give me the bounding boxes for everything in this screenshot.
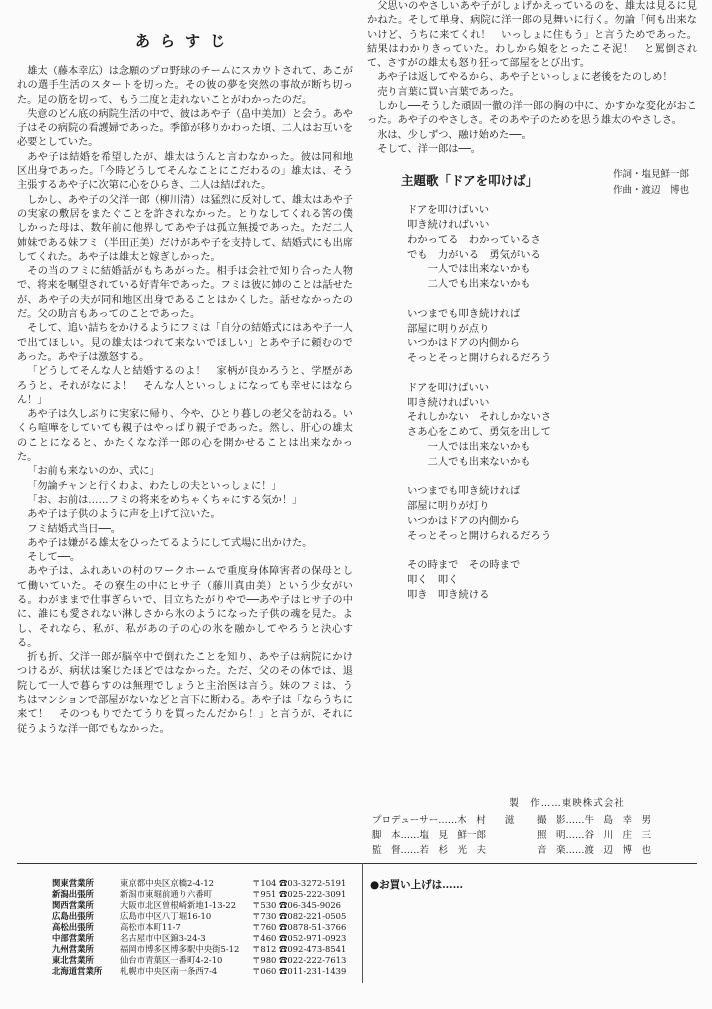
synopsis-paragraph: そして、洋一郎は──。: [377, 143, 481, 155]
lyric-line: 一人では出来ないかも: [407, 441, 531, 454]
office-name: 東北営業所: [52, 955, 94, 965]
synopsis-column-right: [367, 0, 697, 603]
synopsis-paragraph: フミ結婚式当日──。: [27, 523, 121, 535]
synopsis-title: あらすじ: [134, 32, 235, 50]
staff-cell: プロデューサー……木 村 滋: [372, 815, 515, 826]
staff-cell: 撮 影……牛 島 幸 男: [537, 815, 652, 826]
synopsis-paragraph: 「どうしてそんな人と結婚するのよ！ 家柄が良かろうと、学歴があろうと、それがなによ！ そんな人といっしょになっても幸せにはならん！」: [17, 366, 353, 406]
synopsis-paragraph: 売り言葉に買い言葉であった。: [377, 86, 520, 98]
lyric-line: 叩き続ければいい: [407, 219, 490, 232]
lyric-line: 叩き続ければいい: [407, 396, 490, 409]
office-name: 広島出張所: [52, 911, 94, 921]
office-phone: 〒951 ☎025-222-3091: [252, 889, 347, 899]
synopsis-paragraph: 失意のどん底の病院生活の中で、彼はあや子（畠中美加）と会う。あや子はその病院の看護婦であった。季節が移りかわった頃、二人はお互いを必要としていた。: [17, 108, 353, 149]
lyric-line: そっとそっと開けられるだろう: [407, 352, 552, 365]
office-phone: 〒730 ☎082-221-0505: [252, 911, 347, 921]
synopsis-paragraph: しかし、あや子の父洋一郎（柳川清）は猛烈に反対して、雄太はあや子の実家の敷居をまたぐことを許されなかった。とりなしてくれる筈の僕しかった母は、数年前に他界してあや子は孤立無援であった。ただ二人姉妹である妹フミ（半田正美）だけがあや子を支持して、結婚式にも出席してくれた。あや子は雄太と嫁ぎしかった。: [17, 194, 353, 263]
sales-office-list: [52, 878, 362, 977]
lyric-line: 部屋に明りが灯り: [407, 500, 490, 513]
lyric-line: さあ心をこめて、勇気を出して: [407, 426, 551, 439]
office-row: [52, 900, 362, 911]
staff-cell: 監 督……若 杉 光 夫: [372, 845, 487, 856]
office-phone: 〒530 ☎06-345-9026: [252, 900, 342, 910]
purchase-label: ●お買い上げは……: [370, 879, 464, 891]
synopsis-paragraph: 折も折、父洋一郎が脳卒中で倒れたことを知り、あや子は病院にかけつけるが、病状は案じたほどではなかった。ただ、父のその体では、退院して一人で暮らすのは無理でしょうと主治医は言う。妹のフミは、うちはマンションで部屋がないなどと言下に断わる。あや子は「ならうちに来て！ そのつもりでたてうりを買ったんだから！」と言うが、それに従うような洋一郎でもなかった。: [17, 652, 353, 735]
song-lyrics: [407, 203, 697, 603]
synopsis-paragraph: しかし──そうした頑固一徹の洋一郎の胸の中に、かすかな変化がおこった。あや子のやさしさ。そのあや子のためを思う雄太のやさしさ。: [367, 101, 697, 127]
synopsis-paragraph: 「お、お前は……フミの将来をめちゃくちゃにする気か！」: [27, 494, 303, 506]
lyric-line: 叩き 叩き続ける: [407, 588, 490, 601]
song-header: [367, 165, 697, 199]
staff-cell: 脚 本……塩 見 鮮一郎: [372, 830, 487, 841]
office-phone: 〒980 ☎022-222-7613: [252, 955, 347, 965]
staff-row: [372, 828, 702, 843]
office-row: [52, 966, 362, 977]
office-name: 関西営業所: [52, 900, 94, 910]
lyric-line: でも 力がいる 勇気がいる: [407, 248, 541, 261]
synopsis-paragraph: あや子は、ふれあいの村のワークホームで重度身体障害者の保母として働いていた。その寮生の中にヒサ子（藤川真由美）という少女がいる。わがままで仕事ぎらいで、目立ちたがりやで──あや子はヒサ子の中に、誰にも愛されない淋しさから氷のようになった子供の魂を見た。よし、それなら、私が、私があの子の心の氷を融かしてやろうと決心する。: [17, 566, 353, 649]
song-credits: [613, 167, 689, 199]
office-row: [52, 944, 362, 955]
synopsis-column-left: [17, 30, 353, 737]
office-row: [52, 955, 362, 966]
synopsis-paragraph: 氷は、少しずつ、融け始めた──。: [377, 129, 532, 141]
synopsis-paragraph: あや子は返してやるから、あや子といっしょに老後をたのしめ！: [377, 72, 673, 84]
office-phone: 〒812 ☎092-473-8541: [252, 944, 347, 954]
lyric-line: わかってる わかっているさ: [407, 233, 541, 246]
lyric-line: そっとそっと開けられるだろう: [407, 529, 552, 542]
song-title: 主題歌「ドアを叩けば」: [401, 173, 539, 189]
office-name: 中部営業所: [52, 933, 94, 943]
synopsis-paragraph: 父思いのやさしいあや子がしょげかえっているのを、雄太は見るに見かねた。そして単身、病院に洋一郎の見舞いに行く。勿論「何も出来ないけど、うちに来てくれ！ いっしょに住もう」と言うためであった。結果はわかりきっていた。わしから娘をとったこそ泥！ と罵倒されて、さすがの雄太も怒り狂って部屋をとび出す。: [367, 1, 697, 70]
office-address: 大阪市北区曽根崎新地1-13-22: [120, 900, 237, 910]
office-address: 札幌市中央区南一条西7-4: [120, 966, 218, 976]
lyric-line: ドアを叩けばいい: [407, 204, 490, 217]
synopsis-paragraph: そして、追い詰ちをかけるようにフミは「自分の結婚式にはあや子一人で出てほしい。見の雄太はつれて来ないでほしい」とあや子に頼むのであった。あや子は激怒する。: [17, 323, 353, 363]
staff-row: [372, 813, 702, 828]
lyric-line: いつまでも叩き続ければ: [407, 485, 521, 498]
synopsis-paragraph: あや子は久しぶりに実家に帰り、今や、ひとり暮しの老父を訪ねる。いくら喧嘩をしていても親子はやっぱり親子であった。然し、肝心の雄太のことになると、かたくなな洋一郎の心を開かせることは出来なかった。: [17, 409, 353, 464]
office-address: 東京都中央区京橋2-4-12: [120, 878, 214, 888]
office-row: [52, 933, 362, 944]
synopsis-paragraph: そして──。: [27, 552, 81, 564]
lyric-line: いつかはドアの内側から: [407, 337, 520, 350]
production-credit: 製 作……東映株式会社: [509, 798, 625, 809]
synopsis-paragraph: その当のフミに結婚話がもちあがった。相手は会社で知り合った人物で、将来を嘱望されている好青年であった。フミは彼に姉のことは話せたが、あや子の夫が同和地区出身であることはかくした。話せなかったのだ。父の助言もあってのことであった。: [17, 266, 353, 321]
lyric-line: 一人では出来ないかも: [407, 263, 531, 276]
synopsis-paragraph: あや子は子供のように声を上げて泣いた。: [27, 509, 221, 521]
office-phone: 〒060 ☎011-231-1439: [252, 966, 347, 976]
synopsis-paragraph: あや子は嫌がる雄太をひったてるようにして式場に出かけた。: [27, 537, 313, 549]
staff-row: [372, 843, 702, 858]
office-address: 広島市中区八丁堀16-10: [120, 911, 212, 921]
synopsis-paragraph: 雄太（藤本幸広）は念願のプロ野球のチームにスカウトされて、あこがれの選手生活のスタートを切った。その彼の夢を突然の事故が断ち切った。足の筋を切って、もう二度と走れないことがわかったのだ。: [17, 66, 353, 106]
synopsis-paragraph: あや子は結婚を希望したが、雄太はうんと言わなかった。彼は同和地区出身であった。「今時どうしてそんなことにこだわるの」雄太は、そう主張するあや子に次第に心をひらき、二人は結ばれた。: [17, 151, 353, 192]
composer-credit: 作曲・渡辺 博也: [612, 185, 689, 197]
staff-credits: [372, 795, 702, 858]
office-name: 北海道営業所: [52, 966, 103, 976]
staff-cell: 照 明……谷 川 庄 三: [537, 830, 652, 841]
office-row: [52, 911, 362, 922]
footer-divider: [17, 863, 697, 864]
lyric-line: 二人でも出来ないかも: [407, 455, 531, 468]
office-name: 高松出張所: [52, 922, 94, 932]
office-name: 新潟出張所: [52, 889, 94, 899]
footer-vertical-divider: [362, 863, 363, 983]
office-row: [52, 889, 362, 900]
office-address: 新潟市東堀前通り六番町: [120, 889, 213, 899]
lyric-line: 二人でも出来ないかも: [407, 278, 531, 291]
office-address: 高松市本町11-7: [120, 922, 181, 932]
office-row: [52, 878, 362, 889]
staff-cell: 音 楽……渡 辺 博 也: [537, 845, 652, 856]
lyric-line: その時まで その時まで: [407, 559, 521, 572]
office-address: 仙台市青葉区一番町4-2-10: [120, 955, 223, 965]
lyric-line: 部屋に明りが点り: [407, 322, 490, 335]
office-name: 九州営業所: [52, 944, 94, 954]
lyricist-credit: 作詞・塩見鮮一郎: [612, 169, 689, 181]
lyric-line: いつかはドアの内側から: [407, 515, 520, 527]
lyric-line: それしかない それしかないさ: [407, 411, 552, 424]
synopsis-paragraph: 「お前も来ないのか、式に」: [27, 466, 160, 478]
office-phone: 〒104 ☎03-3272-5191: [252, 878, 347, 888]
office-phone: 〒760 ☎0878-51-3766: [252, 922, 347, 932]
lyric-line: ドアを叩けばいい: [407, 381, 490, 394]
synopsis-paragraph: 「勿論チャンと行くわよ、わたしの夫といっしょに！」: [27, 480, 282, 492]
office-name: 関東営業所: [52, 878, 94, 888]
lyric-line: 叩く 叩く: [407, 574, 459, 587]
office-address: 名古屋市中区錦3-24-3: [120, 933, 206, 943]
office-row: [52, 922, 362, 933]
office-address: 福岡市博多区博多駅中央街5-12: [120, 944, 240, 954]
lyric-line: いつまでも叩き続ければ: [407, 307, 521, 320]
office-phone: 〒460 ☎052-971-0923: [252, 933, 347, 943]
